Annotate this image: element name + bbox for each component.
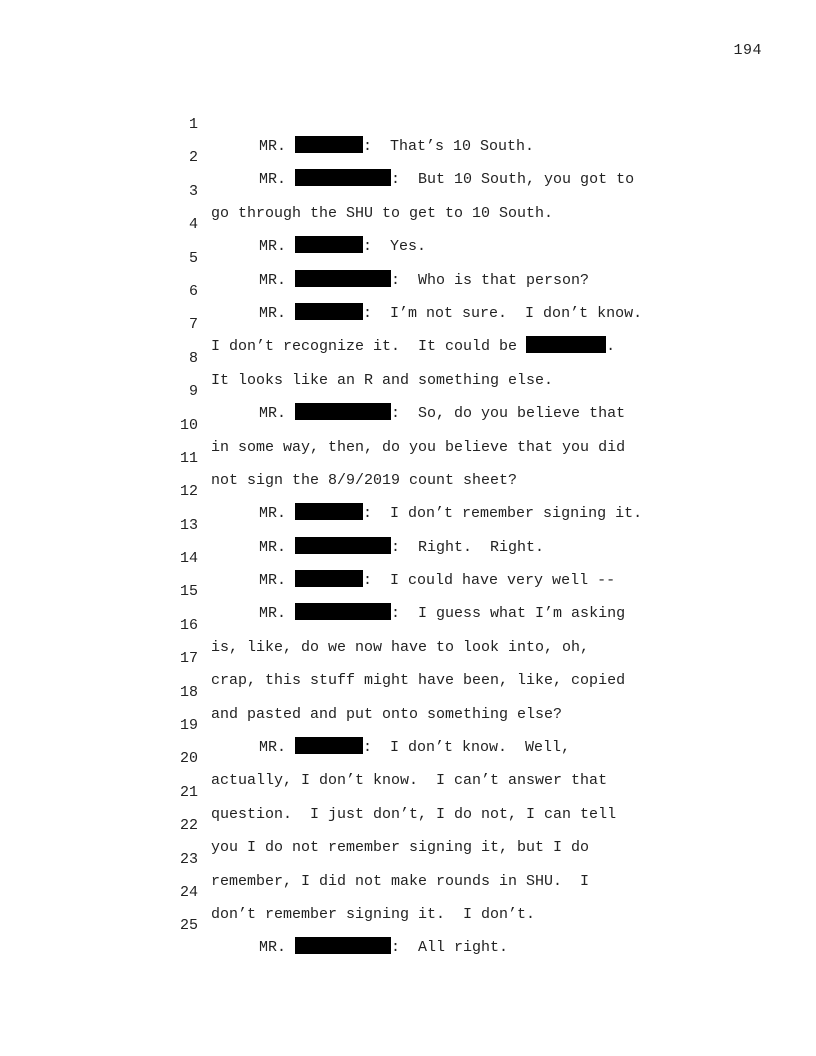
line-text: not sign the 8/9/2019 count sheet? <box>211 471 518 489</box>
line-number: 22 <box>179 817 198 835</box>
dialogue-text: : I don’t remember signing it. <box>363 505 643 523</box>
line-number: 21 <box>179 783 198 801</box>
speaker-title: MR. <box>259 939 287 957</box>
speaker-title: MR. <box>259 138 287 155</box>
transcript-line <box>0 125 816 189</box>
redaction-block <box>295 937 391 954</box>
transcript-line <box>0 760 816 823</box>
line-text: you I do not remember signing it, but I do <box>211 839 590 857</box>
speaker-title: MR. <box>259 238 287 256</box>
line-number: 1 <box>188 116 198 133</box>
transcript-line <box>0 593 816 656</box>
dialogue-text: : Who is that person? <box>391 271 590 289</box>
line-text: don’t remember signing it. I don’t. <box>211 905 536 923</box>
line-number: 3 <box>188 182 198 200</box>
speaker-title: MR. <box>259 605 287 623</box>
speaker-title: MR. <box>259 505 287 523</box>
line-number: 23 <box>179 850 198 868</box>
line-number: 19 <box>179 717 198 735</box>
speaker-title: MR. <box>259 304 287 322</box>
line-text: actually, I don’t know. I can’t answer that <box>211 772 608 790</box>
dialogue-text: : Right. Right. <box>391 538 545 556</box>
line-text: is, like, do we now have to look into, oh, <box>211 638 590 656</box>
line-text: go through the SHU to get to 10 South. <box>211 204 554 222</box>
line-text <box>259 937 508 959</box>
speaker-title: MR. <box>259 739 287 757</box>
transcript-line <box>0 359 816 423</box>
dialogue-text: . <box>606 338 616 356</box>
line-text: crap, this stuff might have been, like, copied <box>211 672 626 690</box>
line-text: remember, I did not make rounds in SHU. I <box>211 872 590 890</box>
line-number: 6 <box>188 282 198 300</box>
line-number: 9 <box>188 383 198 401</box>
dialogue-text: : I’m not sure. I don’t know. <box>363 304 643 322</box>
transcript-line <box>0 893 816 957</box>
transcript-line <box>0 192 816 256</box>
transcript-line <box>0 393 816 456</box>
transcript-line <box>0 526 816 590</box>
line-text: and pasted and put onto something else? <box>211 705 563 723</box>
dialogue-text: : But 10 South, you got to <box>391 171 635 189</box>
speaker-title: MR. <box>259 572 287 590</box>
line-number: 8 <box>188 349 198 367</box>
dialogue-text: : All right. <box>391 939 509 957</box>
line-number: 12 <box>179 483 198 501</box>
line-number: 15 <box>179 583 198 601</box>
line-number: 7 <box>188 316 198 334</box>
transcript-line <box>0 693 816 757</box>
dialogue-text: I don’t recognize it. It could be <box>211 338 527 356</box>
transcript-line <box>0 559 816 623</box>
line-number: 24 <box>179 883 198 901</box>
transcript-line <box>0 493 816 556</box>
dialogue-text: : Yes. <box>363 238 427 256</box>
line-number: 18 <box>179 683 198 701</box>
dialogue-text: : I don’t know. Well, <box>363 739 571 757</box>
line-number: 11 <box>179 449 198 467</box>
line-number: 14 <box>179 550 198 568</box>
line-text: question. I just don’t, I do not, I can tell <box>211 805 617 823</box>
dialogue-text: : I could have very well -- <box>363 572 616 590</box>
transcript-line <box>0 92 816 155</box>
dialogue-text: : I guess what I’m asking <box>391 605 626 623</box>
speaker-title: MR. <box>259 271 287 289</box>
line-number: 5 <box>188 249 198 267</box>
transcript-line <box>0 259 816 322</box>
transcript-line <box>0 626 816 690</box>
transcript-line <box>0 793 816 857</box>
page-number: 194 <box>733 42 762 59</box>
line-number: 25 <box>179 917 198 935</box>
line-text: in some way, then, do you believe that you did <box>211 438 626 456</box>
dialogue-text: : So, do you believe that <box>391 405 626 423</box>
transcript-line <box>0 827 816 890</box>
transcript-line <box>0 459 816 523</box>
transcript-body <box>0 92 816 957</box>
line-number: 17 <box>179 650 198 668</box>
transcript-line <box>0 660 816 723</box>
line-number: 20 <box>179 750 198 768</box>
line-number: 4 <box>188 216 198 234</box>
speaker-title: MR. <box>259 171 287 189</box>
transcript-line <box>0 860 816 923</box>
line-number: 2 <box>188 149 198 167</box>
transcript-line <box>0 326 816 389</box>
dialogue-text: : That’s 10 South. <box>363 138 535 155</box>
transcript-line <box>0 226 816 289</box>
line-number: 10 <box>179 416 198 434</box>
line-number: 13 <box>179 516 198 534</box>
line-text: It looks like an R and something else. <box>211 371 554 389</box>
line-number: 16 <box>179 616 198 634</box>
transcript-line <box>0 159 816 222</box>
transcript-line <box>0 426 816 489</box>
speaker-title: MR. <box>259 538 287 556</box>
speaker-title: MR. <box>259 405 287 423</box>
transcript-line <box>0 726 816 790</box>
transcript-line <box>0 292 816 356</box>
